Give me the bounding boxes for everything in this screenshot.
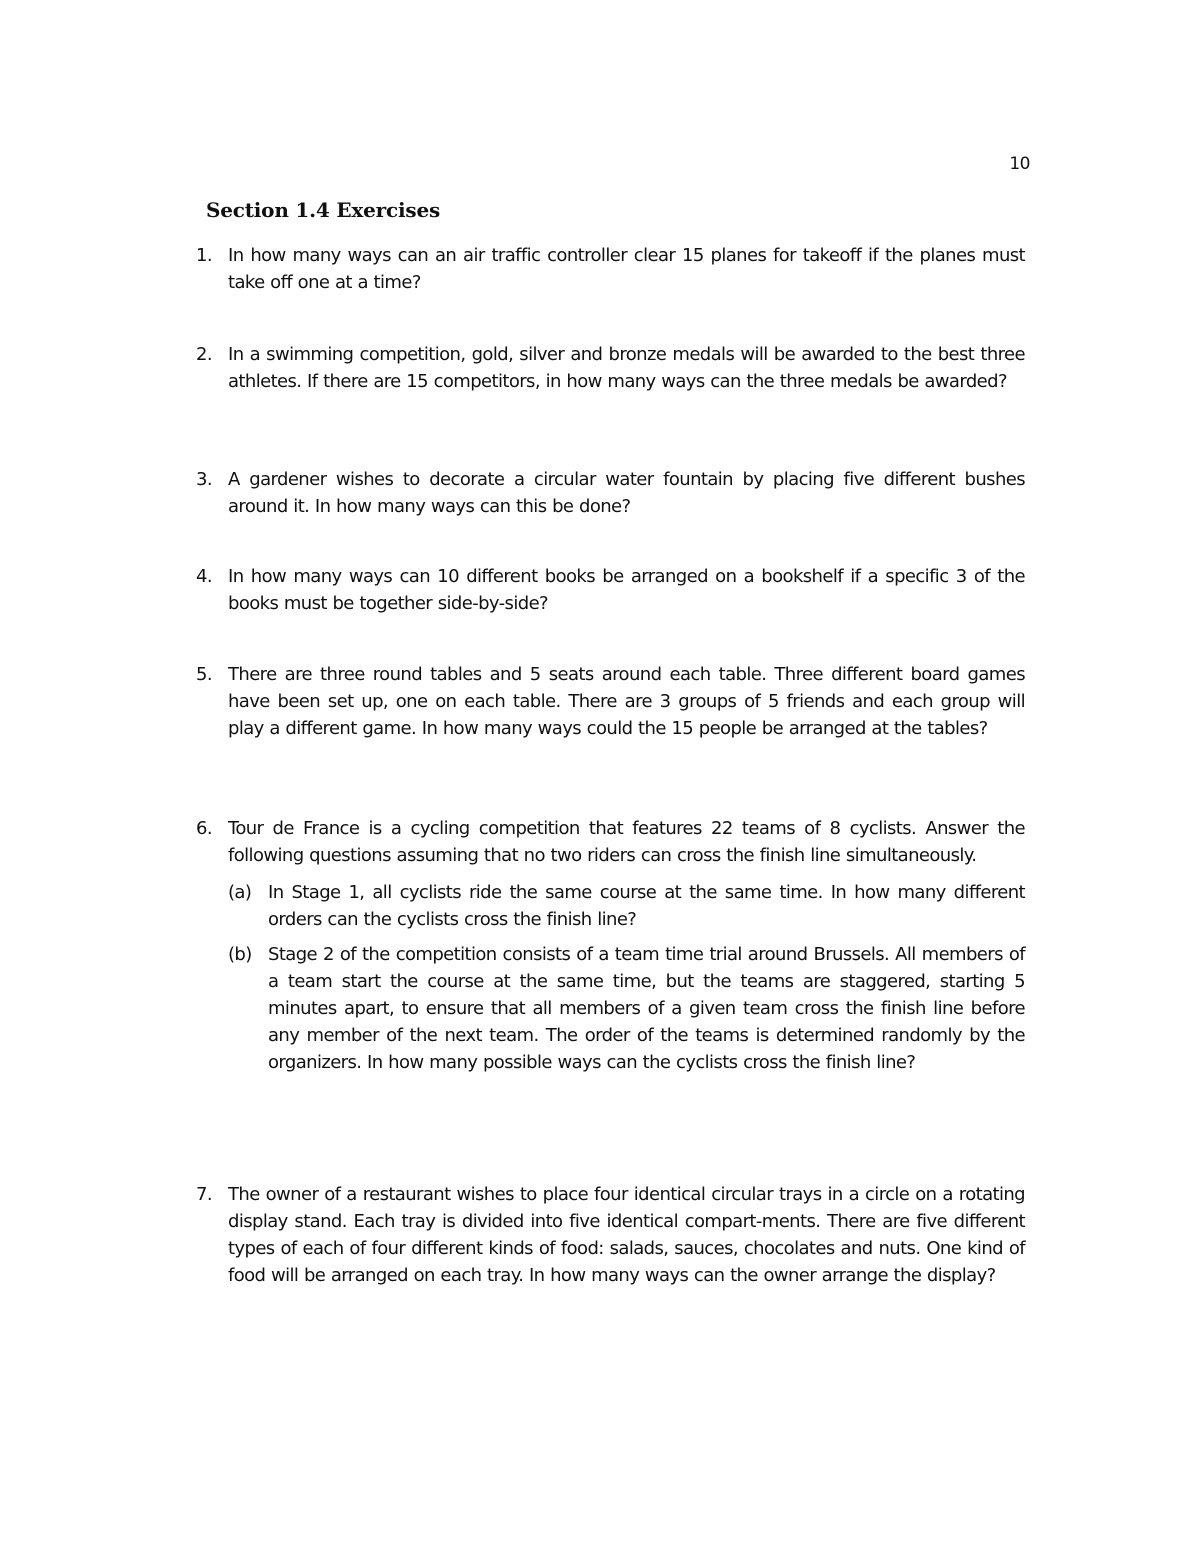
page-number: 10 bbox=[1009, 154, 1030, 174]
subpart-b bbox=[228, 941, 1025, 1076]
exercise-number: 4. bbox=[196, 566, 212, 587]
exercise-text: There are three round tables and 5 seats around each table. Three different board games have been set up, one on each table. There are 3 groups of 5 friends and each group will play a different game. In how many ways could the 15 people be arranged at the tables? bbox=[228, 664, 1025, 739]
exercise-number: 5. bbox=[196, 664, 212, 685]
exercise-text: In how many ways can 10 different books be arranged on a bookshelf if a specific 3 of the books must be together side-by-side? bbox=[228, 566, 1025, 614]
subpart-label: (b) bbox=[228, 944, 252, 965]
section-title: Section 1.4 Exercises bbox=[206, 198, 441, 222]
exercise-number: 7. bbox=[196, 1184, 212, 1205]
exercise-6 bbox=[196, 815, 1025, 1084]
exercise-number: 1. bbox=[196, 245, 212, 266]
exercise-3 bbox=[196, 466, 1025, 520]
exercise-4 bbox=[196, 563, 1025, 617]
subpart-label: (a) bbox=[228, 882, 252, 903]
exercise-number: 3. bbox=[196, 469, 212, 490]
exercise-text: In how many ways can an air traffic controller clear 15 planes for takeoff if the planes must take off one at a time? bbox=[228, 245, 1025, 293]
exercise-2 bbox=[196, 341, 1025, 395]
subpart-text: In Stage 1, all cyclists ride the same course at the same time. In how many different orders can the cyclists cross the finish line? bbox=[268, 882, 1025, 930]
exercise-text: The owner of a restaurant wishes to place four identical circular trays in a circle on a rotating display stand. Each tray is divided into five identical compart-ments. There are five different types of each of four different kinds of food: salads, sauces, chocolates and nuts. One kind of food will be arranged on each tray. In how many ways can the owner arrange the display? bbox=[228, 1184, 1025, 1286]
exercise-7 bbox=[196, 1181, 1025, 1289]
exercise-subparts bbox=[228, 879, 1025, 1076]
exercise-number: 6. bbox=[196, 818, 212, 839]
exercise-text: Tour de France is a cycling competition that features 22 teams of 8 cyclists. Answer the following questions assuming that no two riders can cross the finish line simultaneously. bbox=[228, 818, 1025, 866]
exercise-number: 2. bbox=[196, 344, 212, 365]
exercise-text: In a swimming competition, gold, silver and bronze medals will be awarded to the best three athletes. If there are 15 competitors, in how many ways can the three medals be awarded? bbox=[228, 344, 1025, 392]
subpart-a bbox=[228, 879, 1025, 933]
exercise-1 bbox=[196, 242, 1025, 296]
exercise-5 bbox=[196, 661, 1025, 742]
exercise-text: A gardener wishes to decorate a circular water fountain by placing five different bushes around it. In how many ways can this be done? bbox=[228, 469, 1025, 517]
subpart-text: Stage 2 of the competition consists of a team time trial around Brussels. All members of a team start the course at the same time, but the teams are staggered, starting 5 minutes apart, to ensure that all members of a given team cross the finish line before any member of the next team. The order of the teams is determined randomly by the organizers. In how many possible ways can the cyclists cross the finish line? bbox=[268, 944, 1025, 1073]
